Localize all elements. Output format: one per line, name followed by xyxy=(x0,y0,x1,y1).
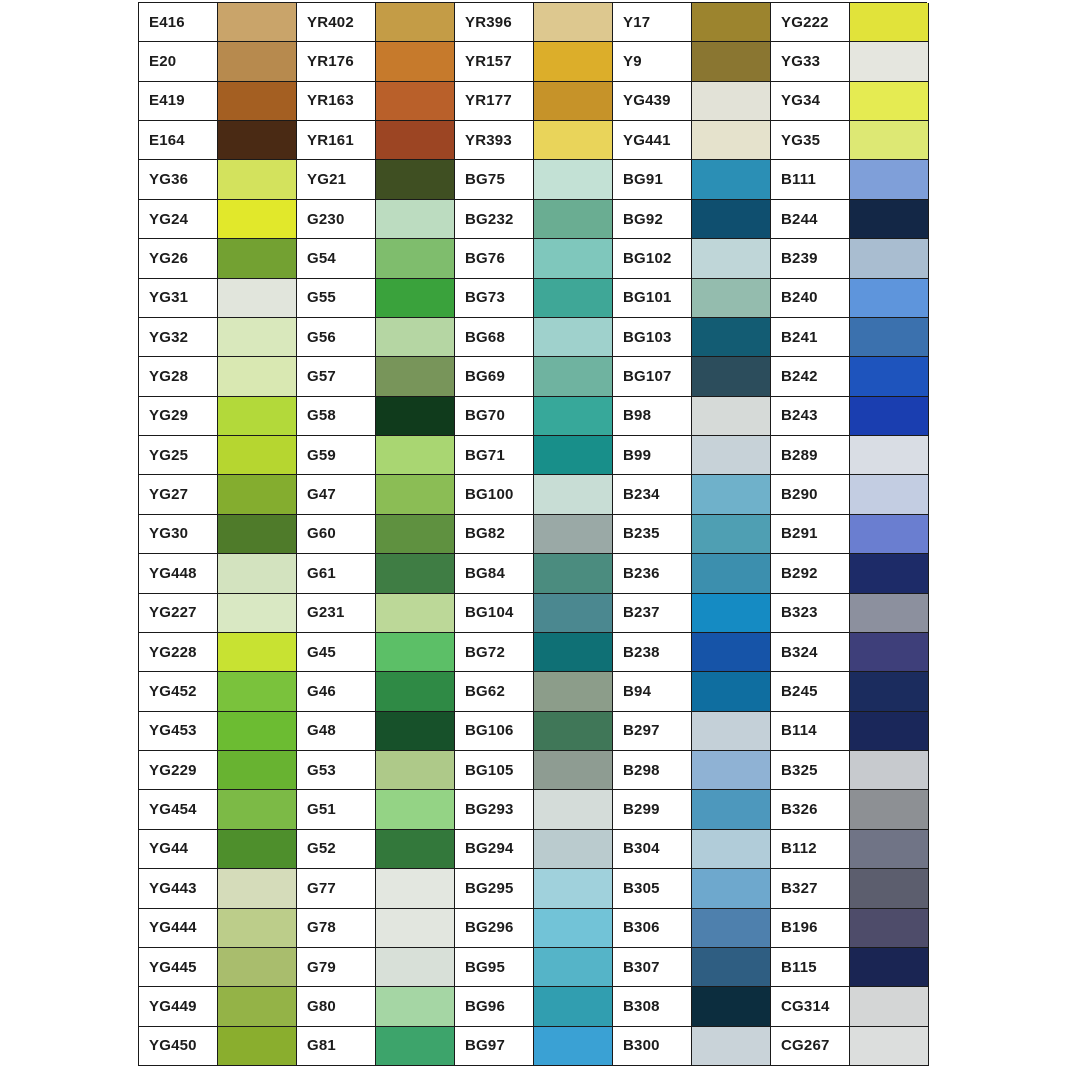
color-swatch xyxy=(850,790,929,829)
color-swatch xyxy=(376,279,455,318)
color-swatch xyxy=(534,909,613,948)
color-code-label: BG295 xyxy=(455,869,534,908)
color-swatch xyxy=(534,554,613,593)
color-code-label: YG228 xyxy=(139,633,218,672)
color-swatch xyxy=(376,751,455,790)
color-code-label: G77 xyxy=(297,869,376,908)
color-swatch xyxy=(218,909,297,948)
color-code-label: G81 xyxy=(297,1027,376,1066)
color-swatch xyxy=(218,357,297,396)
color-swatch xyxy=(376,1027,455,1066)
color-swatch xyxy=(850,436,929,475)
color-code-label: YG21 xyxy=(297,160,376,199)
color-swatch xyxy=(692,830,771,869)
color-code-label: YR176 xyxy=(297,42,376,81)
color-swatch xyxy=(850,948,929,987)
color-swatch xyxy=(692,42,771,81)
color-swatch xyxy=(218,436,297,475)
color-swatch xyxy=(534,3,613,42)
color-code-label: G60 xyxy=(297,515,376,554)
color-code-label: BG72 xyxy=(455,633,534,672)
color-swatch xyxy=(218,751,297,790)
color-swatch xyxy=(218,475,297,514)
color-code-label: BG101 xyxy=(613,279,692,318)
color-code-label: BG104 xyxy=(455,594,534,633)
color-code-label: BG294 xyxy=(455,830,534,869)
color-swatch xyxy=(534,357,613,396)
color-swatch xyxy=(692,751,771,790)
color-swatch xyxy=(218,672,297,711)
color-swatch xyxy=(534,1027,613,1066)
color-code-label: B326 xyxy=(771,790,850,829)
color-code-label: YG28 xyxy=(139,357,218,396)
color-code-label: YR396 xyxy=(455,3,534,42)
color-code-label: YR157 xyxy=(455,42,534,81)
color-swatch xyxy=(692,909,771,948)
color-swatch xyxy=(850,121,929,160)
color-swatch xyxy=(850,357,929,396)
color-code-label: B290 xyxy=(771,475,850,514)
color-swatch-chart xyxy=(138,2,927,1066)
color-code-label: B299 xyxy=(613,790,692,829)
color-code-label: YG26 xyxy=(139,239,218,278)
color-code-label: B292 xyxy=(771,554,850,593)
color-code-label: BG84 xyxy=(455,554,534,593)
color-code-label: B244 xyxy=(771,200,850,239)
color-swatch xyxy=(218,42,297,81)
color-swatch xyxy=(692,948,771,987)
color-code-label: YG441 xyxy=(613,121,692,160)
color-swatch xyxy=(376,948,455,987)
color-code-label: B245 xyxy=(771,672,850,711)
color-swatch xyxy=(692,436,771,475)
color-code-label: BG96 xyxy=(455,987,534,1026)
color-code-label: YG27 xyxy=(139,475,218,514)
color-code-label: YG445 xyxy=(139,948,218,987)
color-swatch xyxy=(218,397,297,436)
color-swatch xyxy=(218,121,297,160)
color-code-label: B94 xyxy=(613,672,692,711)
color-swatch xyxy=(850,672,929,711)
color-swatch xyxy=(218,948,297,987)
color-swatch xyxy=(850,82,929,121)
color-swatch xyxy=(376,554,455,593)
color-swatch xyxy=(534,515,613,554)
color-swatch xyxy=(376,3,455,42)
color-code-label: B306 xyxy=(613,909,692,948)
color-code-label: BG97 xyxy=(455,1027,534,1066)
color-swatch xyxy=(850,397,929,436)
color-code-label: B237 xyxy=(613,594,692,633)
color-swatch xyxy=(376,909,455,948)
color-code-label: B112 xyxy=(771,830,850,869)
color-code-label: B234 xyxy=(613,475,692,514)
color-code-label: YG222 xyxy=(771,3,850,42)
color-swatch xyxy=(376,515,455,554)
color-swatch xyxy=(692,1027,771,1066)
color-code-label: G78 xyxy=(297,909,376,948)
color-swatch xyxy=(218,515,297,554)
color-code-label: B305 xyxy=(613,869,692,908)
color-swatch xyxy=(534,436,613,475)
color-code-label: BG92 xyxy=(613,200,692,239)
color-swatch xyxy=(534,869,613,908)
color-code-label: G57 xyxy=(297,357,376,396)
color-code-label: CG267 xyxy=(771,1027,850,1066)
color-code-label: G58 xyxy=(297,397,376,436)
color-code-label: BG103 xyxy=(613,318,692,357)
color-code-label: YG30 xyxy=(139,515,218,554)
color-code-label: BG95 xyxy=(455,948,534,987)
color-code-label: G54 xyxy=(297,239,376,278)
color-swatch xyxy=(376,475,455,514)
color-code-label: G48 xyxy=(297,712,376,751)
color-swatch xyxy=(692,239,771,278)
color-code-label: G51 xyxy=(297,790,376,829)
color-swatch xyxy=(218,830,297,869)
color-code-label: G45 xyxy=(297,633,376,672)
color-code-label: YG32 xyxy=(139,318,218,357)
color-swatch xyxy=(850,869,929,908)
color-code-label: YG24 xyxy=(139,200,218,239)
color-swatch xyxy=(534,82,613,121)
color-code-label: B307 xyxy=(613,948,692,987)
color-swatch xyxy=(850,515,929,554)
color-swatch xyxy=(376,239,455,278)
color-code-label: YG35 xyxy=(771,121,850,160)
color-swatch xyxy=(218,790,297,829)
color-code-label: G80 xyxy=(297,987,376,1026)
color-swatch xyxy=(376,790,455,829)
color-code-label: BG232 xyxy=(455,200,534,239)
color-swatch xyxy=(692,475,771,514)
color-code-label: BG76 xyxy=(455,239,534,278)
color-code-label: YR402 xyxy=(297,3,376,42)
color-swatch xyxy=(692,633,771,672)
color-swatch xyxy=(376,397,455,436)
color-code-label: G230 xyxy=(297,200,376,239)
color-swatch xyxy=(692,594,771,633)
color-swatch xyxy=(850,239,929,278)
color-swatch xyxy=(218,633,297,672)
color-swatch xyxy=(692,200,771,239)
color-code-label: G53 xyxy=(297,751,376,790)
color-code-label: B239 xyxy=(771,239,850,278)
color-code-label: B327 xyxy=(771,869,850,908)
color-swatch xyxy=(850,42,929,81)
color-code-label: B242 xyxy=(771,357,850,396)
color-swatch xyxy=(376,436,455,475)
color-code-label: G56 xyxy=(297,318,376,357)
color-code-label: YG33 xyxy=(771,42,850,81)
color-code-label: B325 xyxy=(771,751,850,790)
color-code-label: YG449 xyxy=(139,987,218,1026)
color-swatch xyxy=(218,82,297,121)
color-swatch xyxy=(692,160,771,199)
color-code-label: E416 xyxy=(139,3,218,42)
color-swatch xyxy=(692,3,771,42)
color-code-label: B298 xyxy=(613,751,692,790)
color-code-label: BG293 xyxy=(455,790,534,829)
color-code-label: G52 xyxy=(297,830,376,869)
color-swatch xyxy=(534,397,613,436)
color-swatch xyxy=(534,712,613,751)
color-code-label: YG454 xyxy=(139,790,218,829)
color-code-label: YG452 xyxy=(139,672,218,711)
color-code-label: BG107 xyxy=(613,357,692,396)
color-swatch xyxy=(376,869,455,908)
color-swatch xyxy=(534,160,613,199)
color-code-label: B323 xyxy=(771,594,850,633)
color-code-label: BG296 xyxy=(455,909,534,948)
color-code-label: G61 xyxy=(297,554,376,593)
color-code-label: YG448 xyxy=(139,554,218,593)
color-code-label: BG69 xyxy=(455,357,534,396)
color-swatch xyxy=(692,790,771,829)
color-swatch xyxy=(218,1027,297,1066)
color-code-label: CG314 xyxy=(771,987,850,1026)
color-code-label: B243 xyxy=(771,397,850,436)
color-swatch xyxy=(850,909,929,948)
color-code-label: BG70 xyxy=(455,397,534,436)
color-code-label: E20 xyxy=(139,42,218,81)
color-code-label: G55 xyxy=(297,279,376,318)
color-swatch xyxy=(376,712,455,751)
color-code-label: YR161 xyxy=(297,121,376,160)
color-swatch xyxy=(850,987,929,1026)
color-swatch xyxy=(692,318,771,357)
color-swatch xyxy=(850,751,929,790)
color-swatch xyxy=(850,200,929,239)
color-code-label: YG444 xyxy=(139,909,218,948)
color-code-label: BG73 xyxy=(455,279,534,318)
color-code-label: B98 xyxy=(613,397,692,436)
color-swatch xyxy=(692,397,771,436)
color-swatch xyxy=(534,318,613,357)
color-swatch xyxy=(850,475,929,514)
color-swatch xyxy=(534,200,613,239)
color-swatch xyxy=(218,554,297,593)
color-code-label: G231 xyxy=(297,594,376,633)
color-code-label: YG450 xyxy=(139,1027,218,1066)
color-code-label: BG62 xyxy=(455,672,534,711)
color-swatch xyxy=(850,318,929,357)
color-swatch xyxy=(692,987,771,1026)
color-swatch xyxy=(218,318,297,357)
color-swatch xyxy=(376,672,455,711)
color-swatch xyxy=(376,121,455,160)
color-code-label: BG91 xyxy=(613,160,692,199)
color-code-label: BG82 xyxy=(455,515,534,554)
color-code-label: BG100 xyxy=(455,475,534,514)
color-swatch xyxy=(376,987,455,1026)
color-code-label: YG44 xyxy=(139,830,218,869)
color-code-label: G79 xyxy=(297,948,376,987)
color-swatch xyxy=(850,633,929,672)
color-swatch xyxy=(376,357,455,396)
color-swatch xyxy=(534,948,613,987)
color-code-label: Y17 xyxy=(613,3,692,42)
color-swatch xyxy=(850,160,929,199)
color-code-label: BG75 xyxy=(455,160,534,199)
color-swatch xyxy=(692,869,771,908)
color-code-label: B99 xyxy=(613,436,692,475)
color-code-label: B289 xyxy=(771,436,850,475)
color-swatch xyxy=(376,82,455,121)
color-swatch xyxy=(534,42,613,81)
color-swatch xyxy=(218,200,297,239)
color-swatch xyxy=(218,279,297,318)
color-code-label: B115 xyxy=(771,948,850,987)
color-swatch xyxy=(534,751,613,790)
color-swatch xyxy=(692,357,771,396)
color-swatch xyxy=(376,160,455,199)
color-code-label: B300 xyxy=(613,1027,692,1066)
color-code-label: G46 xyxy=(297,672,376,711)
color-code-label: YG227 xyxy=(139,594,218,633)
color-swatch xyxy=(376,318,455,357)
color-code-label: YR393 xyxy=(455,121,534,160)
color-code-label: B236 xyxy=(613,554,692,593)
color-swatch xyxy=(534,987,613,1026)
color-swatch xyxy=(534,633,613,672)
color-swatch xyxy=(534,279,613,318)
color-swatch xyxy=(692,82,771,121)
color-code-label: B297 xyxy=(613,712,692,751)
color-code-label: BG71 xyxy=(455,436,534,475)
color-swatch xyxy=(218,594,297,633)
color-code-label: BG68 xyxy=(455,318,534,357)
color-code-label: B308 xyxy=(613,987,692,1026)
color-swatch xyxy=(376,594,455,633)
color-swatch xyxy=(376,42,455,81)
color-swatch xyxy=(692,515,771,554)
color-code-label: BG102 xyxy=(613,239,692,278)
color-swatch xyxy=(692,279,771,318)
color-swatch xyxy=(850,712,929,751)
color-code-label: B240 xyxy=(771,279,850,318)
color-code-label: YG34 xyxy=(771,82,850,121)
color-code-label: BG105 xyxy=(455,751,534,790)
color-swatch xyxy=(218,239,297,278)
color-swatch xyxy=(692,554,771,593)
color-swatch xyxy=(692,121,771,160)
color-code-label: B235 xyxy=(613,515,692,554)
color-swatch xyxy=(534,594,613,633)
color-swatch xyxy=(218,160,297,199)
color-swatch xyxy=(692,672,771,711)
color-code-label: YR163 xyxy=(297,82,376,121)
color-code-label: YG443 xyxy=(139,869,218,908)
color-code-label: B196 xyxy=(771,909,850,948)
color-swatch xyxy=(850,1027,929,1066)
color-swatch xyxy=(534,790,613,829)
color-code-label: YG31 xyxy=(139,279,218,318)
color-swatch xyxy=(376,830,455,869)
color-code-label: B291 xyxy=(771,515,850,554)
color-swatch xyxy=(850,279,929,318)
color-swatch xyxy=(218,869,297,908)
color-swatch xyxy=(218,3,297,42)
color-code-label: G59 xyxy=(297,436,376,475)
color-code-label: YG25 xyxy=(139,436,218,475)
color-code-label: B324 xyxy=(771,633,850,672)
color-code-label: BG106 xyxy=(455,712,534,751)
color-code-label: B114 xyxy=(771,712,850,751)
color-swatch xyxy=(534,475,613,514)
color-swatch xyxy=(534,830,613,869)
color-code-label: B111 xyxy=(771,160,850,199)
color-swatch xyxy=(534,239,613,278)
color-swatch xyxy=(218,987,297,1026)
color-code-label: YG36 xyxy=(139,160,218,199)
color-code-label: G47 xyxy=(297,475,376,514)
color-swatch xyxy=(534,121,613,160)
color-code-label: YG29 xyxy=(139,397,218,436)
color-swatch xyxy=(850,830,929,869)
color-code-label: YG229 xyxy=(139,751,218,790)
color-swatch xyxy=(850,3,929,42)
color-code-label: YR177 xyxy=(455,82,534,121)
color-swatch xyxy=(850,554,929,593)
color-code-label: YG439 xyxy=(613,82,692,121)
color-swatch xyxy=(850,594,929,633)
color-code-label: B304 xyxy=(613,830,692,869)
color-code-label: B238 xyxy=(613,633,692,672)
color-code-label: E164 xyxy=(139,121,218,160)
color-swatch xyxy=(534,672,613,711)
color-swatch xyxy=(218,712,297,751)
color-code-label: E419 xyxy=(139,82,218,121)
color-swatch xyxy=(692,712,771,751)
color-swatch xyxy=(376,633,455,672)
color-swatch xyxy=(376,200,455,239)
color-code-label: Y9 xyxy=(613,42,692,81)
color-code-label: YG453 xyxy=(139,712,218,751)
color-code-label: B241 xyxy=(771,318,850,357)
